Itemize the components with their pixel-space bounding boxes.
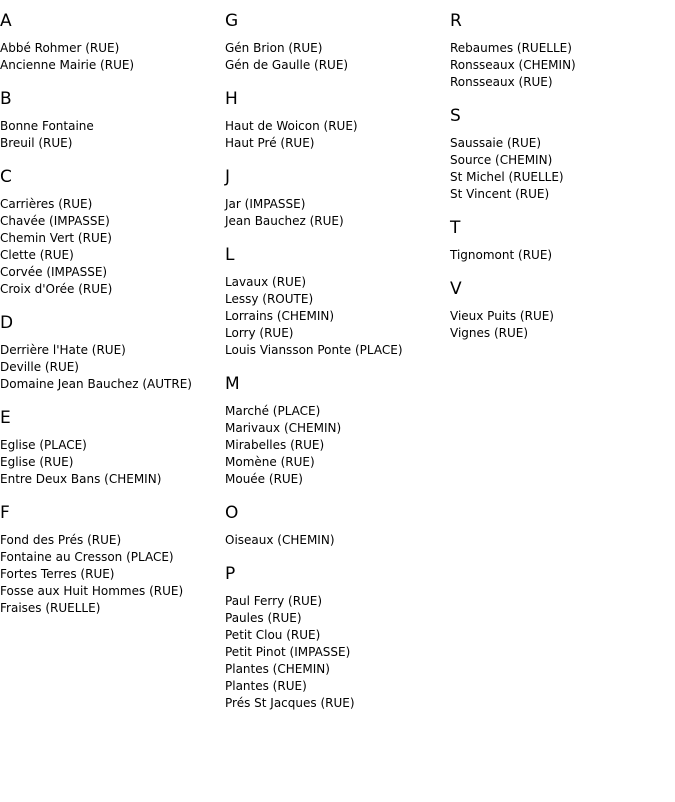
letter-section xyxy=(225,244,450,359)
street-link[interactable]: Vignes (RUE) xyxy=(450,326,529,340)
street-link[interactable]: St Vincent (RUE) xyxy=(450,187,550,201)
street-link[interactable]: Haut de Woicon (RUE) xyxy=(225,119,358,133)
street-link[interactable]: Saussaie (RUE) xyxy=(450,136,542,150)
street-list xyxy=(225,196,450,230)
street-link[interactable]: Lorry (RUE) xyxy=(225,326,294,340)
letter-heading: F xyxy=(0,503,10,523)
street-link[interactable]: Jean Bauchez (RUE) xyxy=(225,214,344,228)
street-list xyxy=(0,437,225,488)
letter-heading: V xyxy=(450,279,462,299)
street-index-column-2 xyxy=(225,10,450,726)
street-list xyxy=(225,403,450,488)
street-link[interactable]: Fond des Prés (RUE) xyxy=(0,533,122,547)
street-link[interactable]: Fosse aux Huit Hommes (RUE) xyxy=(0,584,184,598)
letter-heading: O xyxy=(225,503,239,523)
street-list xyxy=(225,40,450,74)
street-link[interactable]: Rebaumes (RUELLE) xyxy=(450,41,572,55)
street-link[interactable]: Jar (IMPASSE) xyxy=(225,197,306,211)
street-link[interactable]: Chavée (IMPASSE) xyxy=(0,214,110,228)
street-list xyxy=(0,196,225,298)
street-link[interactable]: Petit Clou (RUE) xyxy=(225,628,321,642)
letter-heading: L xyxy=(225,245,235,265)
street-link[interactable]: Source (CHEMIN) xyxy=(450,153,553,167)
street-link[interactable]: Vieux Puits (RUE) xyxy=(450,309,554,323)
street-link[interactable]: Tignomont (RUE) xyxy=(450,248,553,262)
street-link[interactable]: Ronsseaux (RUE) xyxy=(450,75,553,89)
street-link[interactable]: Croix d'Orée (RUE) xyxy=(0,282,113,296)
street-link[interactable]: Corvée (IMPASSE) xyxy=(0,265,108,279)
street-index-column-1 xyxy=(0,10,225,631)
street-link[interactable]: Paules (RUE) xyxy=(225,611,302,625)
letter-section xyxy=(0,312,225,393)
street-link[interactable]: Marivaux (CHEMIN) xyxy=(225,421,342,435)
street-link[interactable]: Momène (RUE) xyxy=(225,455,315,469)
letter-section xyxy=(0,10,225,74)
street-link[interactable]: Plantes (RUE) xyxy=(225,679,307,693)
letter-section xyxy=(450,10,675,91)
street-link[interactable]: Breuil (RUE) xyxy=(0,136,73,150)
letter-section xyxy=(225,166,450,230)
street-link[interactable]: Ancienne Mairie (RUE) xyxy=(0,58,135,72)
street-index-column-3 xyxy=(450,10,675,356)
street-link[interactable]: Derrière l'Hate (RUE) xyxy=(0,343,126,357)
street-link[interactable]: St Michel (RUELLE) xyxy=(450,170,564,184)
street-link[interactable]: Marché (PLACE) xyxy=(225,404,321,418)
street-link[interactable]: Carrières (RUE) xyxy=(0,197,93,211)
letter-heading: P xyxy=(225,564,236,584)
letter-section xyxy=(225,88,450,152)
street-list xyxy=(225,274,450,359)
letter-section xyxy=(0,407,225,488)
letter-section xyxy=(450,278,675,342)
street-link[interactable]: Lorrains (CHEMIN) xyxy=(225,309,335,323)
street-link[interactable]: Chemin Vert (RUE) xyxy=(0,231,112,245)
letter-heading: C xyxy=(0,167,12,187)
street-link[interactable]: Louis Viansson Ponte (PLACE) xyxy=(225,343,403,357)
letter-heading: A xyxy=(0,11,12,31)
letter-section xyxy=(225,373,450,488)
street-link[interactable]: Petit Pinot (IMPASSE) xyxy=(225,645,351,659)
street-link[interactable]: Deville (RUE) xyxy=(0,360,79,374)
street-link[interactable]: Plantes (CHEMIN) xyxy=(225,662,330,676)
letter-heading: E xyxy=(0,408,11,428)
street-link[interactable]: Fontaine au Cresson (PLACE) xyxy=(0,550,174,564)
street-link[interactable]: Abbé Rohmer (RUE) xyxy=(0,41,120,55)
street-link[interactable]: Oiseaux (CHEMIN) xyxy=(225,533,335,547)
street-link[interactable]: Mirabelles (RUE) xyxy=(225,438,325,452)
street-list xyxy=(225,118,450,152)
street-link[interactable]: Paul Ferry (RUE) xyxy=(225,594,323,608)
street-list xyxy=(450,247,675,264)
street-link[interactable]: Gén de Gaulle (RUE) xyxy=(225,58,349,72)
street-list xyxy=(0,342,225,393)
letter-heading: J xyxy=(225,167,231,187)
street-link[interactable]: Gén Brion (RUE) xyxy=(225,41,323,55)
street-list xyxy=(0,118,225,152)
street-link[interactable]: Clette (RUE) xyxy=(0,248,74,262)
letter-section xyxy=(0,88,225,152)
street-link[interactable]: Eglise (PLACE) xyxy=(0,438,87,452)
letter-heading: R xyxy=(450,11,462,31)
letter-section xyxy=(450,217,675,264)
street-link[interactable]: Eglise (RUE) xyxy=(0,455,74,469)
street-list xyxy=(450,40,675,91)
street-link[interactable]: Fortes Terres (RUE) xyxy=(0,567,115,581)
letter-heading: G xyxy=(225,11,239,31)
letter-heading: S xyxy=(450,106,461,126)
street-link[interactable]: Haut Pré (RUE) xyxy=(225,136,315,150)
street-link[interactable]: Lessy (ROUTE) xyxy=(225,292,314,306)
street-link[interactable]: Entre Deux Bans (CHEMIN) xyxy=(0,472,162,486)
street-link[interactable]: Mouée (RUE) xyxy=(225,472,303,486)
letter-heading: H xyxy=(225,89,238,109)
street-list xyxy=(0,40,225,74)
street-list xyxy=(450,135,675,203)
street-link[interactable]: Lavaux (RUE) xyxy=(225,275,307,289)
letter-section xyxy=(225,563,450,712)
street-list xyxy=(0,532,225,617)
street-link[interactable]: Fraises (RUELLE) xyxy=(0,601,101,615)
letter-section xyxy=(0,502,225,617)
letter-section xyxy=(0,166,225,298)
letter-section xyxy=(225,10,450,74)
street-list xyxy=(225,593,450,712)
letter-heading: T xyxy=(450,218,461,238)
street-list xyxy=(450,308,675,342)
letter-heading: M xyxy=(225,374,240,394)
street-link[interactable]: Ronsseaux (CHEMIN) xyxy=(450,58,576,72)
letter-section xyxy=(450,105,675,203)
letter-heading: B xyxy=(0,89,12,109)
street-link[interactable]: Bonne Fontaine xyxy=(0,119,94,133)
street-list xyxy=(225,532,450,549)
street-link[interactable]: Prés St Jacques (RUE) xyxy=(225,696,355,710)
street-link[interactable]: Domaine Jean Bauchez (AUTRE) xyxy=(0,377,192,391)
letter-heading: D xyxy=(0,313,14,333)
letter-section xyxy=(225,502,450,549)
